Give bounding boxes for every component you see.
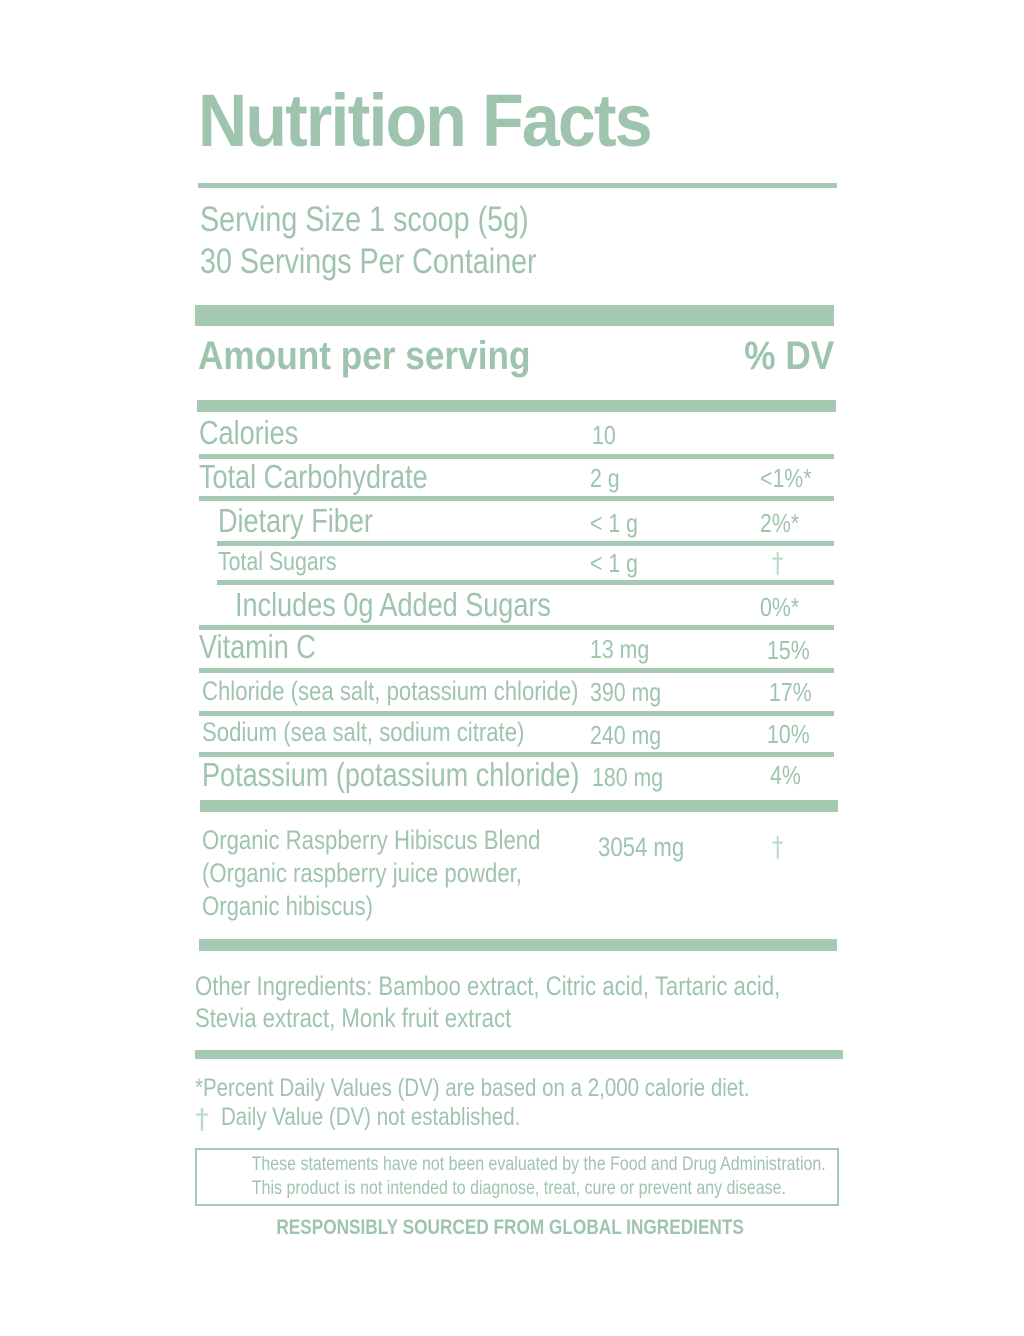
blend-ingredients: (Organic raspberry juice powder, [202, 858, 522, 888]
disclaimer-line: These statements have not been evaluated by the Food and Drug Administration. [251, 1154, 826, 1175]
dagger-icon: † [772, 546, 784, 579]
amount-per-serving-header: Amount per serving [198, 334, 531, 378]
percent-dv-note: *Percent Daily Values (DV) are based on a 2,000 calorie diet. [195, 1074, 750, 1102]
divider-medium [197, 400, 836, 412]
blend-ingredients: Organic hibiscus) [202, 891, 374, 921]
label-title: Nutrition Facts [198, 79, 651, 162]
nutrient-label-total-sugars: Total Sugars [218, 546, 337, 576]
divider [195, 1050, 843, 1059]
nutrient-dv-added-sugars: 0%* [760, 592, 800, 622]
percent-dv-header: % DV [744, 334, 834, 378]
nutrient-label-potassium: Potassium (potassium chloride) [202, 756, 580, 793]
nutrient-label-total-carbohydrate: Total Carbohydrate [199, 458, 428, 495]
dagger-icon: † [772, 830, 784, 863]
divider [198, 183, 837, 188]
nutrient-amount-sodium: 240 mg [590, 720, 662, 750]
footer-text: RESPONSIBLY SOURCED FROM GLOBAL INGREDIENTS [276, 1216, 744, 1239]
nutrient-amount-potassium: 180 mg [592, 762, 664, 792]
footer-tagline [0, 1216, 1020, 1240]
divider [199, 496, 834, 501]
dagger-icon: † [195, 1102, 209, 1135]
nutrient-amount-total-sugars: < 1 g [590, 548, 639, 578]
serving-size: Serving Size 1 scoop (5g) [200, 200, 529, 239]
other-ingredients: Stevia extract, Monk fruit extract [195, 1003, 512, 1033]
nutrient-dv-potassium: 4% [770, 760, 801, 790]
divider-medium [200, 800, 838, 812]
nutrient-dv-dietary-fiber: 2%* [760, 508, 800, 538]
nutrient-dv-chloride: 17% [769, 677, 812, 707]
divider-medium [199, 939, 837, 951]
nutrient-label-chloride: Chloride (sea salt, potassium chloride) [202, 676, 579, 706]
blend-amount: 3054 mg [598, 832, 685, 862]
nutrient-dv-sodium: 10% [767, 719, 810, 749]
nutrient-label-calories: Calories [199, 414, 299, 451]
nutrient-label-added-sugars: Includes 0g Added Sugars [235, 586, 551, 623]
nutrient-amount-total-carbohydrate: 2 g [590, 463, 620, 493]
disclaimer-line: This product is not intended to diagnose, treat, cure or prevent any disease. [251, 1178, 787, 1199]
other-ingredients: Other Ingredients: Bamboo extract, Citric acid, Tartaric acid, [195, 971, 781, 1001]
nutrient-label-vitamin-c: Vitamin C [199, 628, 316, 665]
divider [199, 711, 834, 716]
nutrient-amount-vitamin-c: 13 mg [590, 634, 650, 664]
dv-not-established-note: Daily Value (DV) not established. [221, 1103, 521, 1131]
nutrient-label-dietary-fiber: Dietary Fiber [218, 502, 373, 539]
nutrient-dv-total-carbohydrate: <1%* [760, 463, 812, 493]
divider-thick [195, 305, 834, 326]
nutrient-amount-chloride: 390 mg [590, 677, 662, 707]
disclaimer-box [195, 1148, 839, 1206]
blend-name: Organic Raspberry Hibiscus Blend [202, 825, 541, 855]
nutrient-label-sodium: Sodium (sea salt, sodium citrate) [202, 717, 525, 747]
nutrient-amount-dietary-fiber: < 1 g [590, 508, 639, 538]
divider [199, 668, 834, 673]
servings-per-container: 30 Servings Per Container [200, 242, 537, 281]
nutrient-amount-calories: 10 [592, 420, 616, 450]
divider [217, 580, 834, 585]
nutrient-dv-vitamin-c: 15% [767, 635, 810, 665]
